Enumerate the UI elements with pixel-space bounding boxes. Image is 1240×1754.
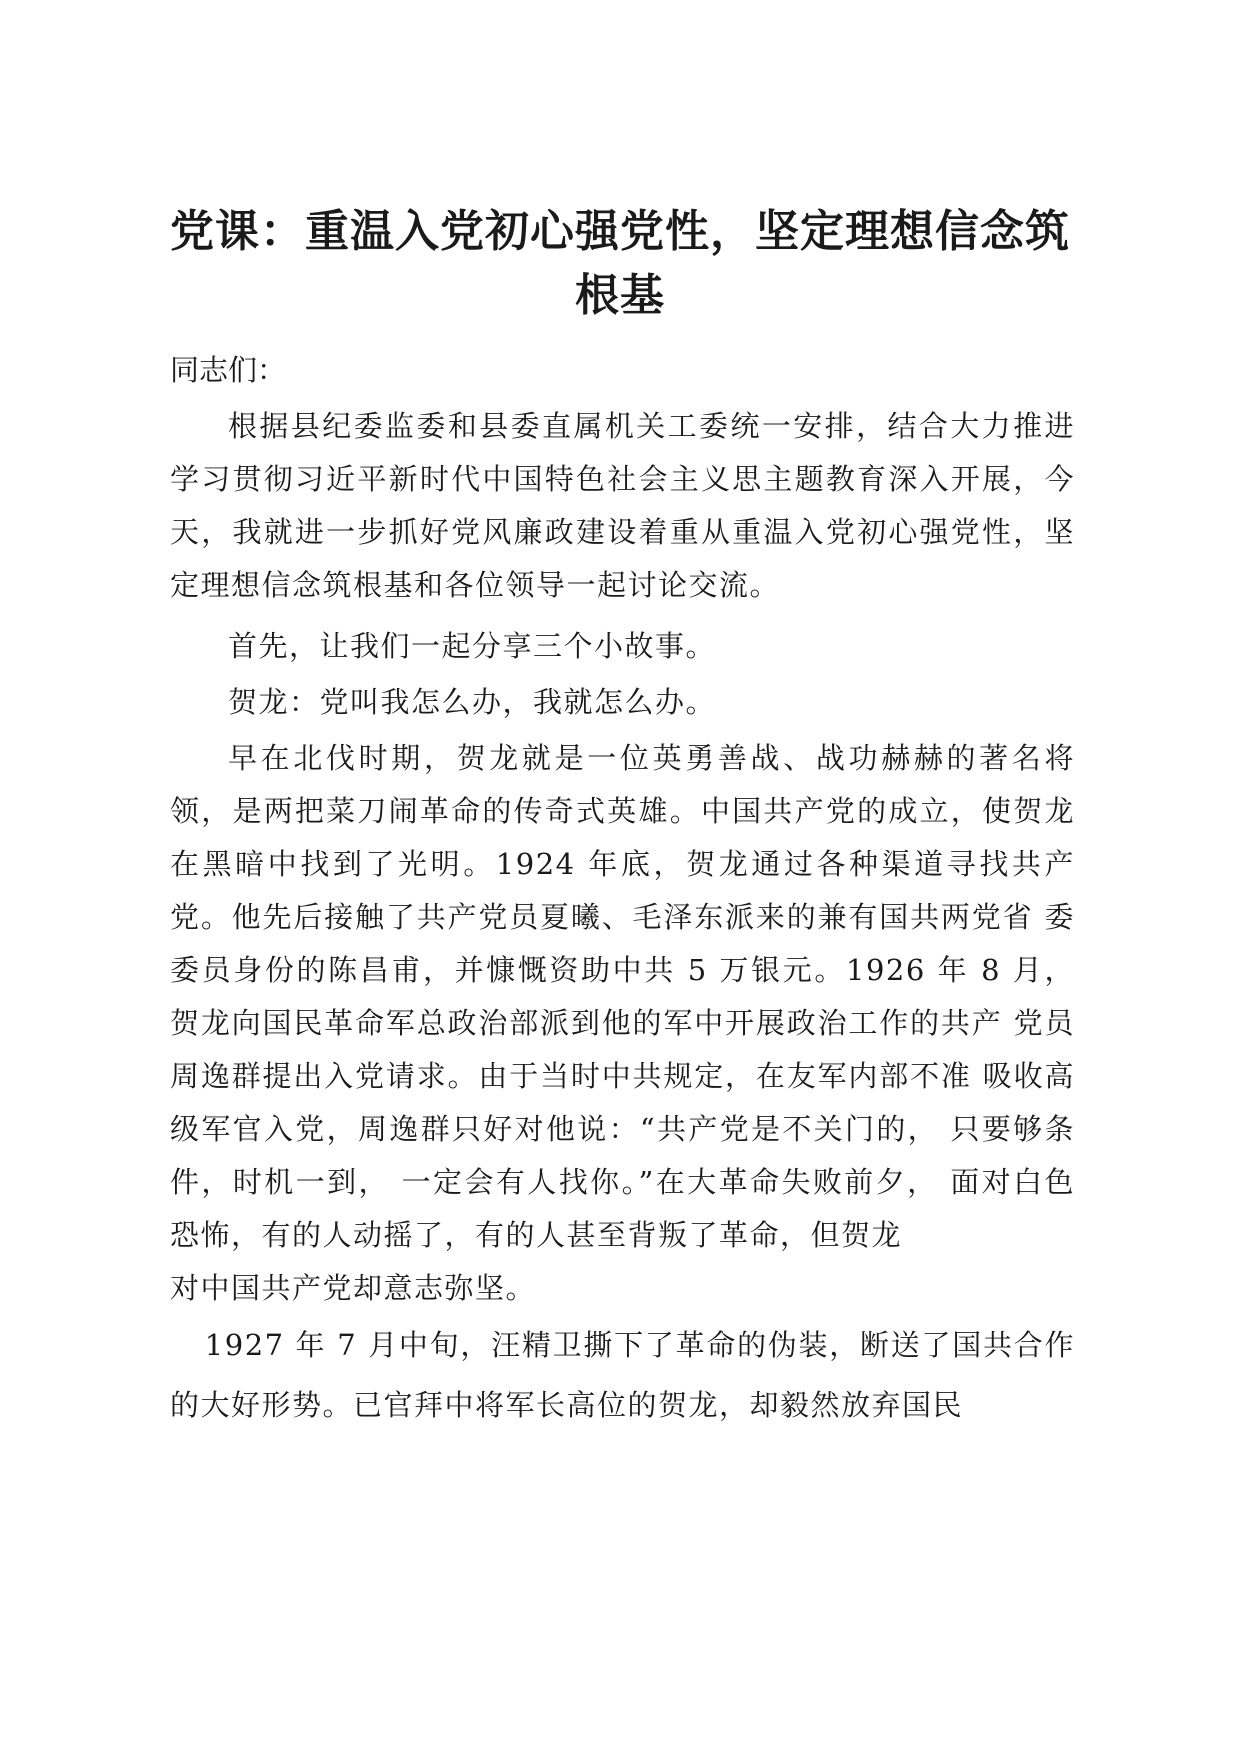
paragraph-story-heading: 贺龙：党叫我怎么办，我就怎么办。 xyxy=(228,685,717,719)
document-title: 党课：重温入党初心强党性，坚定理想信念筑根基 xyxy=(170,206,1070,321)
paragraph-stories-intro: 首先，让我们一起分享三个小故事。 xyxy=(228,629,717,663)
salutation: 同志们： xyxy=(170,353,287,387)
paragraph-story-continued: 1927 年 7 月中旬，汪精卫撕下了革命的伪装，断送了国共合作的大好形势。已官拜中将军长高位的贺龙，却毅然放弃国民 xyxy=(170,1328,1075,1422)
paragraph-intro: 根据县纪委监委和县委直属机关工委统一安排，结合大力推进学习贯彻习近平新时代中国特色社会主义思主题教育深入开展，今天，我就进一步抓好党风廉政建设着重从重温入党初心强党性，坚定理想信念筑根基和各位领导一起讨论交流。 xyxy=(170,409,1075,602)
paragraph-story-body: 早在北伐时期，贺龙就是一位英勇善战、战功赫赫的著名将领，是两把菜刀闹革命的传奇式英雄。中国共产党的成立，使贺龙在黑暗中找到了光明。1924 年底，贺龙通过各种渠道寻找共产 党。他先后接触了共产党员夏曦、毛泽东派来的兼有国共两党省 委委员身份的陈昌甫，并慷慨资助中共 5 万银元。1926 年 8 月， 贺龙向国民革命军总政治部派到他的军中开展政治工作的共产 党员周逸群提出入党请求。由于当时中共规定，在友军内部不准 吸收高级军官入党，周逸群只好对他说：“共产党是不关门的， 只要够条件，时机一到， 一定会有人找你。”在大革命失败前夕， 面对白色恐怖，有的人动摇了，有的人甚至背叛了革命，但贺龙 对中国共产党却意志弥坚。 xyxy=(170,741,1075,1305)
